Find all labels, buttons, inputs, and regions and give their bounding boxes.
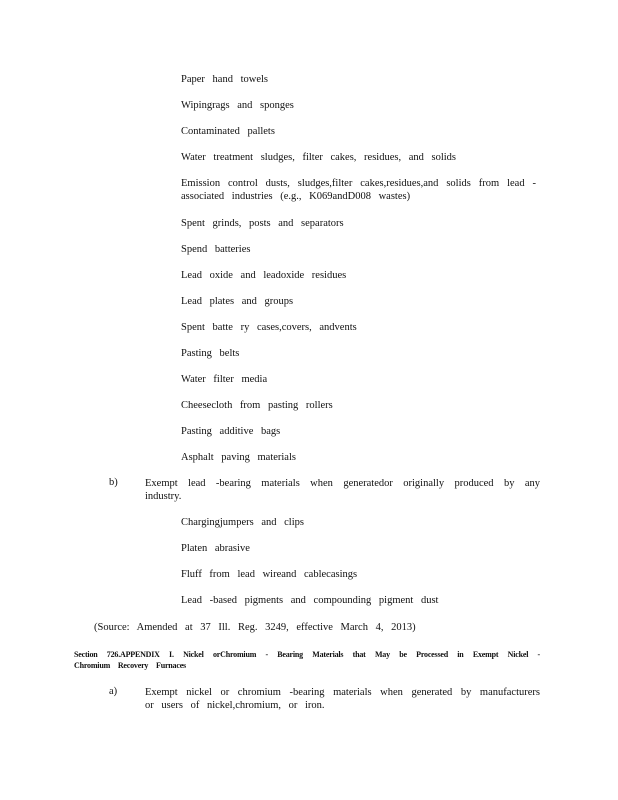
list-item: Asphalt paving materials <box>181 452 296 463</box>
list-item: Fluff from lead wireand cablecasings <box>181 569 358 580</box>
list-item: Lead plates and groups <box>181 296 294 307</box>
list-item: Emission control dusts, sludges,filter cakes,residues,and solids from lead - associated industries (e.g., K069andD008 wastes) <box>181 178 536 202</box>
paragraph-a: Exempt nickel or chromium -bearing materials when generated by manufacturers or users of nickel,chromium, or iron. <box>145 687 540 711</box>
list-item: Contaminated pallets <box>181 126 275 137</box>
paragraph-marker-b: b) <box>109 477 118 488</box>
list-item: Spent batte ry cases,covers, andvents <box>181 322 357 333</box>
list-item: Lead oxide and leadoxide residues <box>181 270 347 281</box>
list-item: Platen abrasive <box>181 543 250 554</box>
list-item: Water filter media <box>181 374 268 385</box>
list-item: Spend batteries <box>181 244 251 255</box>
paragraph-b: Exempt lead -bearing materials when generatedor originally produced by any industry. <box>145 478 540 502</box>
list-item: Chargingjumpers and clips <box>181 517 304 528</box>
paragraph-marker-a: a) <box>109 686 118 697</box>
list-item: Spent grinds, posts and separators <box>181 218 344 229</box>
list-item: Paper hand towels <box>181 74 268 85</box>
section-heading: Section 726.APPENDIX I. Nickel orChromium - Bearing Materials that May be Processed in Exempt Nickel -Chromium Recovery Furnaces <box>74 650 540 670</box>
list-item: Pasting belts <box>181 348 240 359</box>
list-item: Wipingrags and sponges <box>181 100 294 111</box>
source-note: (Source: Amended at 37 Ill. Reg. 3249, effective March 4, 2013) <box>94 622 416 633</box>
list-item: Cheesecloth from pasting rollers <box>181 400 333 411</box>
list-item: Lead -based pigments and compounding pigment dust <box>181 595 439 606</box>
list-item: Pasting additive bags <box>181 426 281 437</box>
list-item: Water treatment sludges, filter cakes, residues, and solids <box>181 152 456 163</box>
